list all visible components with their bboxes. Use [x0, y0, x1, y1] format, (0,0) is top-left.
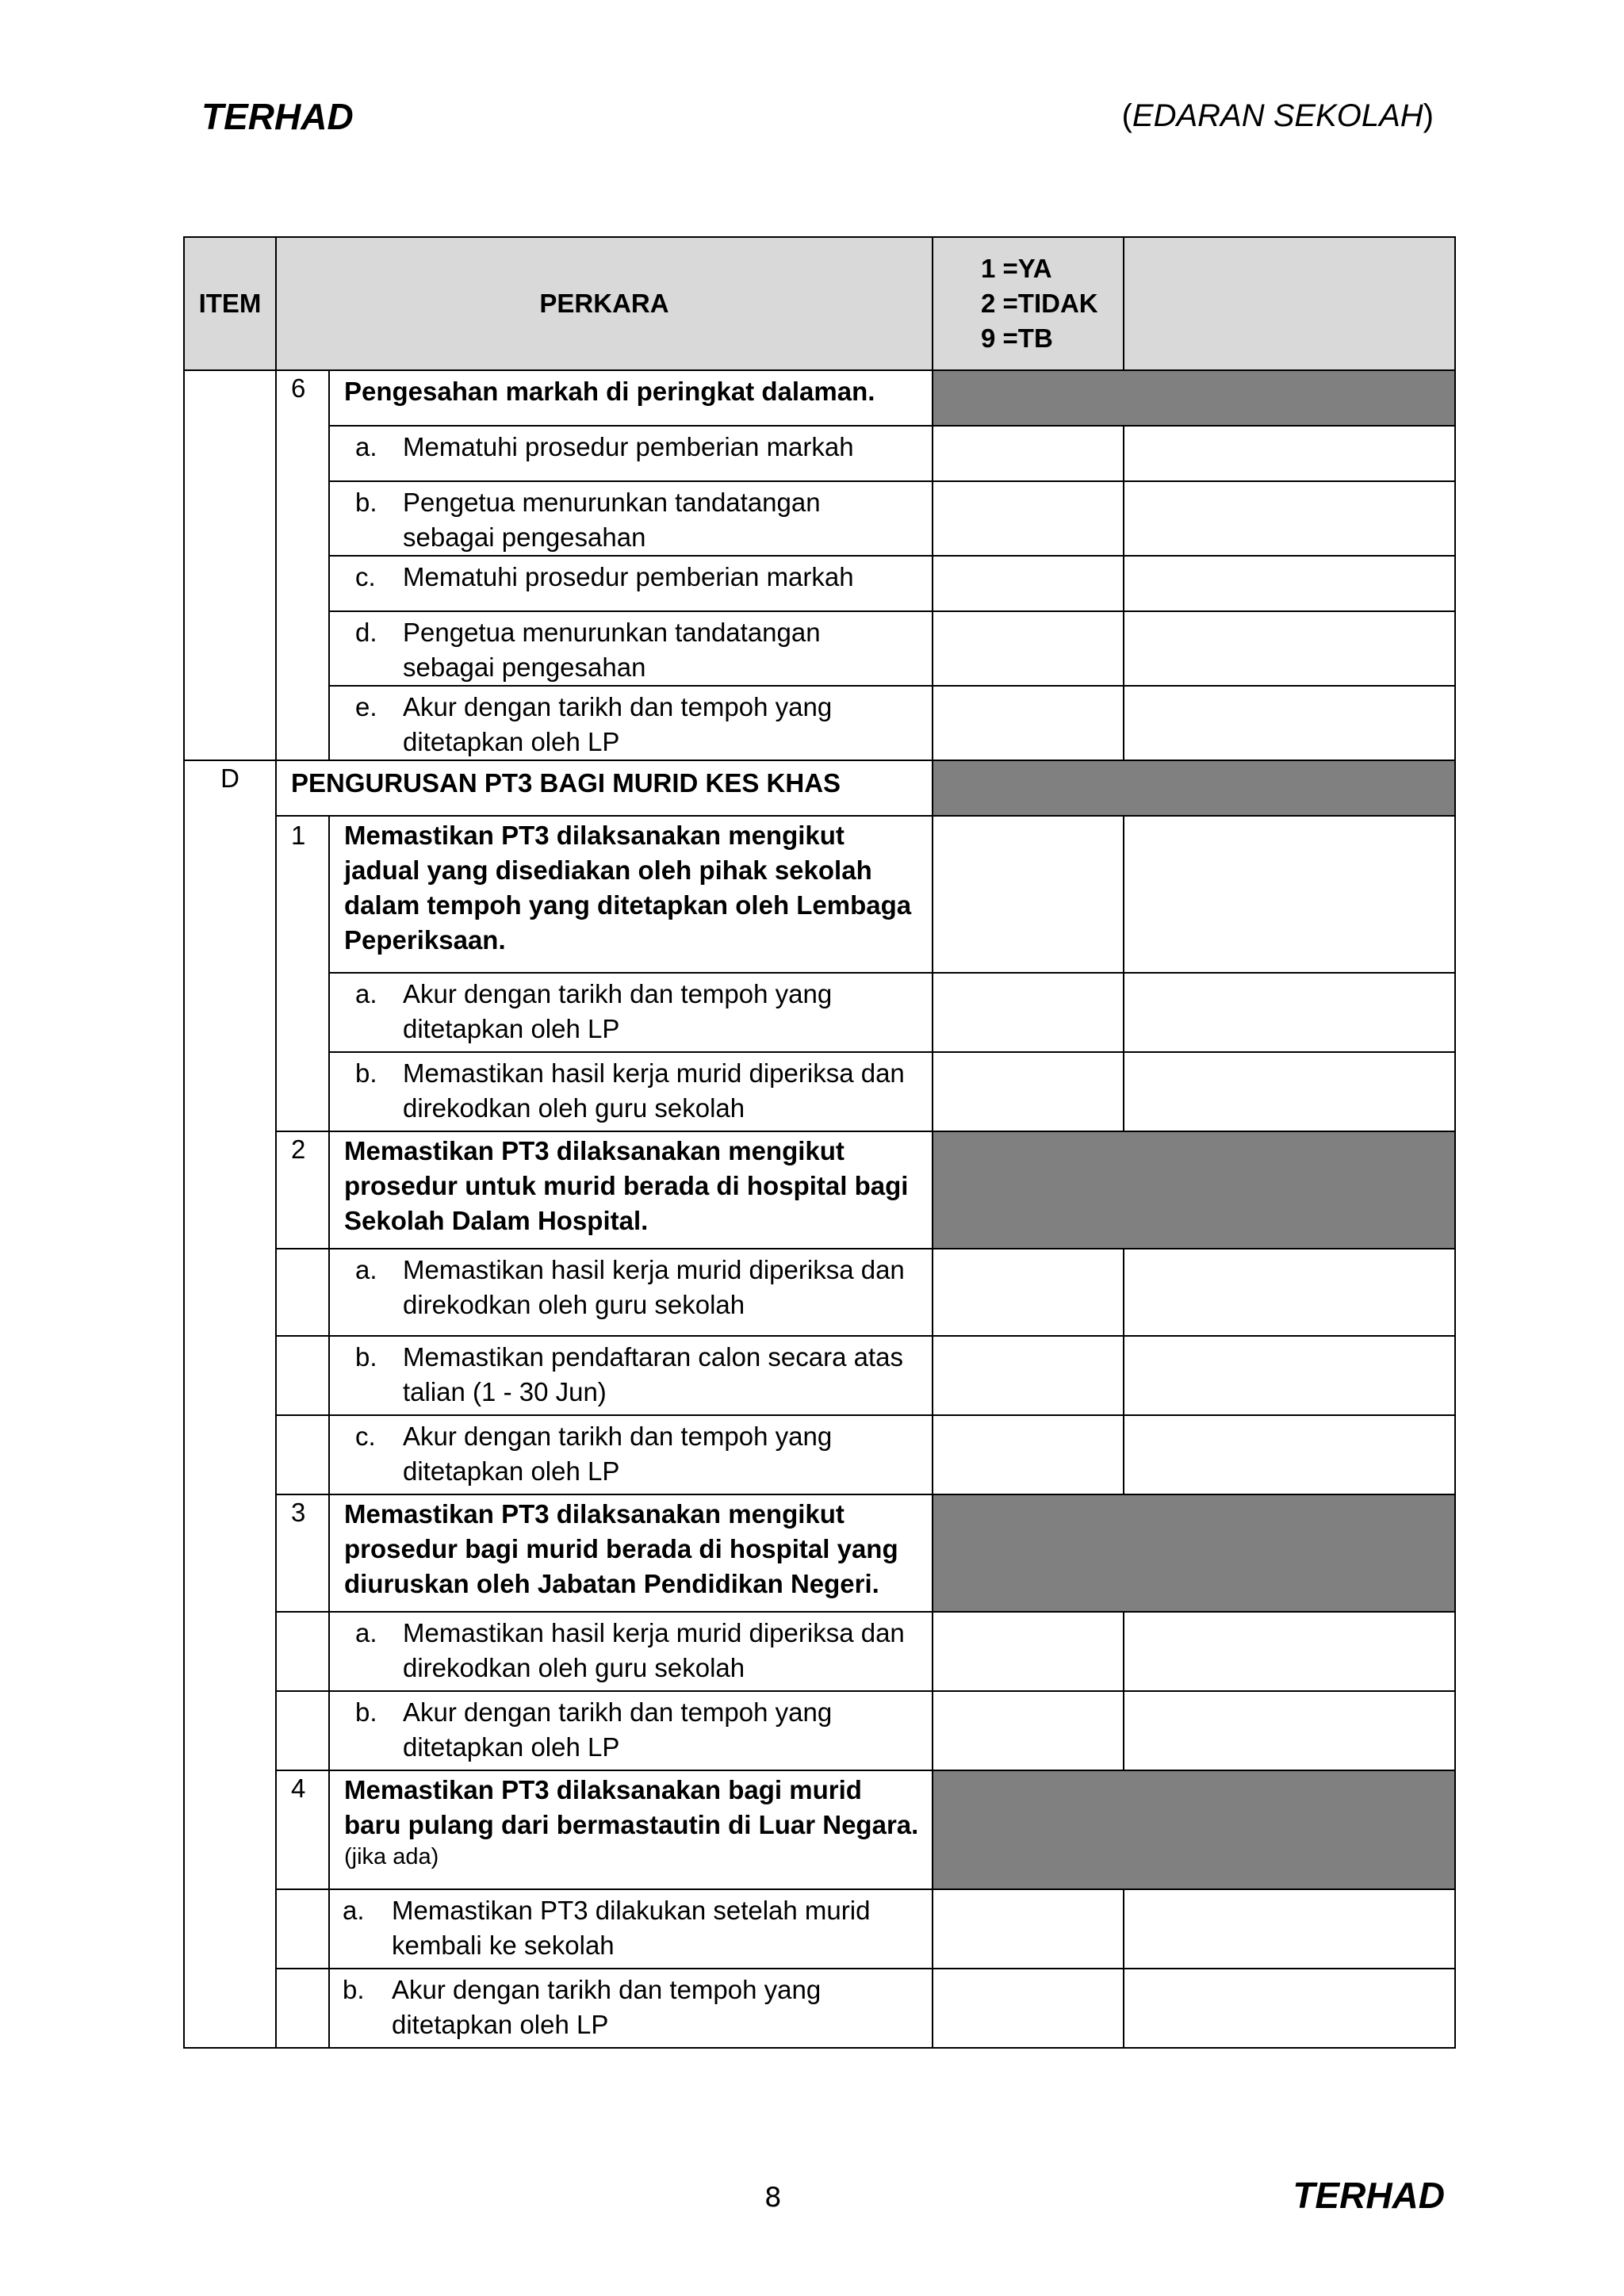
- shaded-cell: [933, 760, 1455, 816]
- header-codes: [933, 237, 1124, 370]
- sub-text: Memastikan hasil kerja murid diperiksa dan direkodkan oleh guru sekolah: [403, 1058, 905, 1123]
- answer-cell[interactable]: [933, 556, 1124, 611]
- answer-cell[interactable]: [933, 973, 1124, 1052]
- table-row: [184, 1052, 1455, 1131]
- sub-letter: c.: [355, 1422, 376, 1451]
- table-row: [184, 1415, 1455, 1494]
- remarks-cell[interactable]: [1124, 1612, 1455, 1691]
- number-cell-empty: [276, 1889, 329, 1969]
- sub-item: [329, 1415, 933, 1494]
- remarks-cell[interactable]: [1124, 1889, 1455, 1969]
- sub-text: Memastikan PT3 dilakukan setelah murid kembali ke sekolah: [392, 1896, 871, 1960]
- remarks-cell[interactable]: [1124, 481, 1455, 556]
- sub-letter: b.: [355, 1058, 377, 1088]
- answer-cell[interactable]: [933, 1052, 1124, 1131]
- remarks-cell[interactable]: [1124, 686, 1455, 760]
- sub-item: [329, 1969, 933, 2048]
- sub-text: Akur dengan tarikh dan tempoh yang ditetapkan oleh LP: [403, 1697, 833, 1762]
- row-note: (jika ada): [344, 1844, 439, 1869]
- row-text: Memastikan PT3 dilaksanakan mengikut jadual yang disediakan oleh pihak sekolah dalam tempoh yang ditetapkan oleh Lembaga Peperiksaan.: [329, 816, 933, 973]
- header-paren-open: (: [1121, 98, 1132, 133]
- sub-letter: a.: [355, 1618, 377, 1647]
- table-row: [184, 973, 1455, 1052]
- row-main-text: Memastikan PT3 dilaksanakan bagi murid baru pulang dari bermastautin di Luar Negara.: [344, 1775, 919, 1839]
- sub-text: Mematuhi prosedur pemberian markah: [403, 562, 854, 591]
- sub-text: Akur dengan tarikh dan tempoh yang ditetapkan oleh LP: [392, 1975, 822, 2039]
- sub-letter: b.: [355, 1697, 377, 1727]
- table-row: [184, 611, 1455, 686]
- number-cell-empty: [276, 1612, 329, 1691]
- sub-item: [329, 1691, 933, 1770]
- sub-letter: d.: [355, 618, 377, 647]
- answer-cell[interactable]: [933, 1691, 1124, 1770]
- table-row: [184, 1612, 1455, 1691]
- table-row: [184, 1336, 1455, 1415]
- sub-text: Akur dengan tarikh dan tempoh yang ditetapkan oleh LP: [403, 1422, 833, 1486]
- table-row: [184, 1889, 1455, 1969]
- code-ya: 1 =YA: [981, 254, 1052, 283]
- answer-cell[interactable]: [933, 426, 1124, 481]
- remarks-cell[interactable]: [1124, 556, 1455, 611]
- sub-item: [329, 973, 933, 1052]
- number-cell-empty: [276, 1336, 329, 1415]
- sub-text: Mematuhi prosedur pemberian markah: [403, 432, 854, 461]
- answer-cell[interactable]: [933, 816, 1124, 973]
- table-row: [184, 1770, 1455, 1889]
- row-text: [329, 1770, 933, 1889]
- table-row: [184, 1249, 1455, 1336]
- item-number: 1: [276, 816, 329, 1131]
- sub-letter: a.: [343, 1896, 365, 1925]
- sub-text: Pengetua menurunkan tandatangan sebagai pengesahan: [403, 488, 821, 552]
- sub-letter: a.: [355, 432, 377, 461]
- sub-item: [329, 686, 933, 760]
- sub-item: [329, 1889, 933, 1969]
- checklist-table: [183, 236, 1456, 2049]
- sub-letter: a.: [355, 979, 377, 1008]
- sub-text: Pengetua menurunkan tandatangan sebagai pengesahan: [403, 618, 821, 682]
- sub-item: [329, 426, 933, 481]
- section-title: PENGURUSAN PT3 BAGI MURID KES KHAS: [276, 760, 933, 816]
- table-row: [184, 481, 1455, 556]
- sub-letter: b.: [343, 1975, 365, 2004]
- header-item: ITEM: [184, 237, 276, 370]
- row-text: Pengesahan markah di peringkat dalaman.: [329, 370, 933, 426]
- answer-cell[interactable]: [933, 481, 1124, 556]
- sub-item: [329, 1249, 933, 1336]
- header-remarks: [1124, 237, 1455, 370]
- header-distribution-text: EDARAN SEKOLAH: [1132, 98, 1423, 133]
- sub-item: [329, 1336, 933, 1415]
- table-row: [184, 556, 1455, 611]
- code-tb: 9 =TB: [981, 323, 1053, 353]
- sub-text: Memastikan pendaftaran calon secara atas talian (1 - 30 Jun): [403, 1342, 904, 1406]
- item-number: 4: [276, 1770, 329, 1889]
- classification-footer: TERHAD: [1293, 2175, 1445, 2216]
- item-cell-empty: [184, 370, 276, 760]
- classification-header: TERHAD: [201, 96, 354, 137]
- table-row: [184, 816, 1455, 973]
- remarks-cell[interactable]: [1124, 426, 1455, 481]
- answer-cell[interactable]: [933, 1415, 1124, 1494]
- number-cell-empty: [276, 1415, 329, 1494]
- remarks-cell[interactable]: [1124, 1249, 1455, 1336]
- sub-letter: e.: [355, 692, 377, 721]
- answer-cell[interactable]: [933, 1612, 1124, 1691]
- page-number: 8: [764, 2182, 782, 2214]
- sub-letter: a.: [355, 1255, 377, 1284]
- table-row: [184, 1494, 1455, 1612]
- remarks-cell[interactable]: [1124, 1415, 1455, 1494]
- shaded-cell: [933, 1770, 1455, 1889]
- remarks-cell[interactable]: [1124, 1052, 1455, 1131]
- header-paren-close: ): [1423, 98, 1434, 133]
- sub-item: [329, 611, 933, 686]
- header-perkara: PERKARA: [276, 237, 933, 370]
- shaded-cell: [933, 1131, 1455, 1249]
- remarks-cell[interactable]: [1124, 1336, 1455, 1415]
- number-cell-empty: [276, 1249, 329, 1336]
- table-row: [184, 1131, 1455, 1249]
- row-text: Memastikan PT3 dilaksanakan mengikut prosedur bagi murid berada di hospital yang diuruskan oleh Jabatan Pendidikan Negeri.: [329, 1494, 933, 1612]
- sub-item: [329, 481, 933, 556]
- sub-text: Akur dengan tarikh dan tempoh yang ditetapkan oleh LP: [403, 979, 833, 1043]
- row-text: Memastikan PT3 dilaksanakan mengikut prosedur untuk murid berada di hospital bagi Sekolah Dalam Hospital.: [329, 1131, 933, 1249]
- remarks-cell[interactable]: [1124, 611, 1455, 686]
- table-row: [184, 370, 1455, 426]
- shaded-cell: [933, 1494, 1455, 1612]
- sub-text: Memastikan hasil kerja murid diperiksa dan direkodkan oleh guru sekolah: [403, 1618, 905, 1682]
- sub-letter: b.: [355, 1342, 377, 1372]
- number-cell-empty: [276, 1691, 329, 1770]
- table-header-row: [184, 237, 1455, 370]
- item-number: 3: [276, 1494, 329, 1612]
- remarks-cell[interactable]: [1124, 1691, 1455, 1770]
- item-number: 2: [276, 1131, 329, 1249]
- table-row: [184, 686, 1455, 760]
- answer-cell[interactable]: [933, 1889, 1124, 1969]
- remarks-cell[interactable]: [1124, 816, 1455, 973]
- sub-letter: b.: [355, 488, 377, 517]
- table-row: [184, 426, 1455, 481]
- section-row: [184, 760, 1455, 816]
- item-number: 6: [276, 370, 329, 760]
- answer-cell[interactable]: [933, 1336, 1124, 1415]
- code-tidak: 2 =TIDAK: [981, 289, 1098, 318]
- sub-text: Memastikan hasil kerja murid diperiksa dan direkodkan oleh guru sekolah: [403, 1255, 905, 1319]
- answer-cell[interactable]: [933, 686, 1124, 760]
- number-cell-empty: [276, 1969, 329, 2048]
- answer-cell[interactable]: [933, 1249, 1124, 1336]
- sub-item: [329, 1612, 933, 1691]
- sub-text: Akur dengan tarikh dan tempoh yang ditetapkan oleh LP: [403, 692, 833, 756]
- remarks-cell[interactable]: [1124, 1969, 1455, 2048]
- section-letter: D: [184, 760, 276, 2048]
- sub-item: [329, 1052, 933, 1131]
- sub-letter: c.: [355, 562, 376, 591]
- answer-cell[interactable]: [933, 611, 1124, 686]
- table-row: [184, 1691, 1455, 1770]
- answer-cell[interactable]: [933, 1969, 1124, 2048]
- remarks-cell[interactable]: [1124, 973, 1455, 1052]
- distribution-header: [1122, 98, 1434, 134]
- shaded-cell: [933, 370, 1455, 426]
- table-row: [184, 1969, 1455, 2048]
- sub-item: [329, 556, 933, 611]
